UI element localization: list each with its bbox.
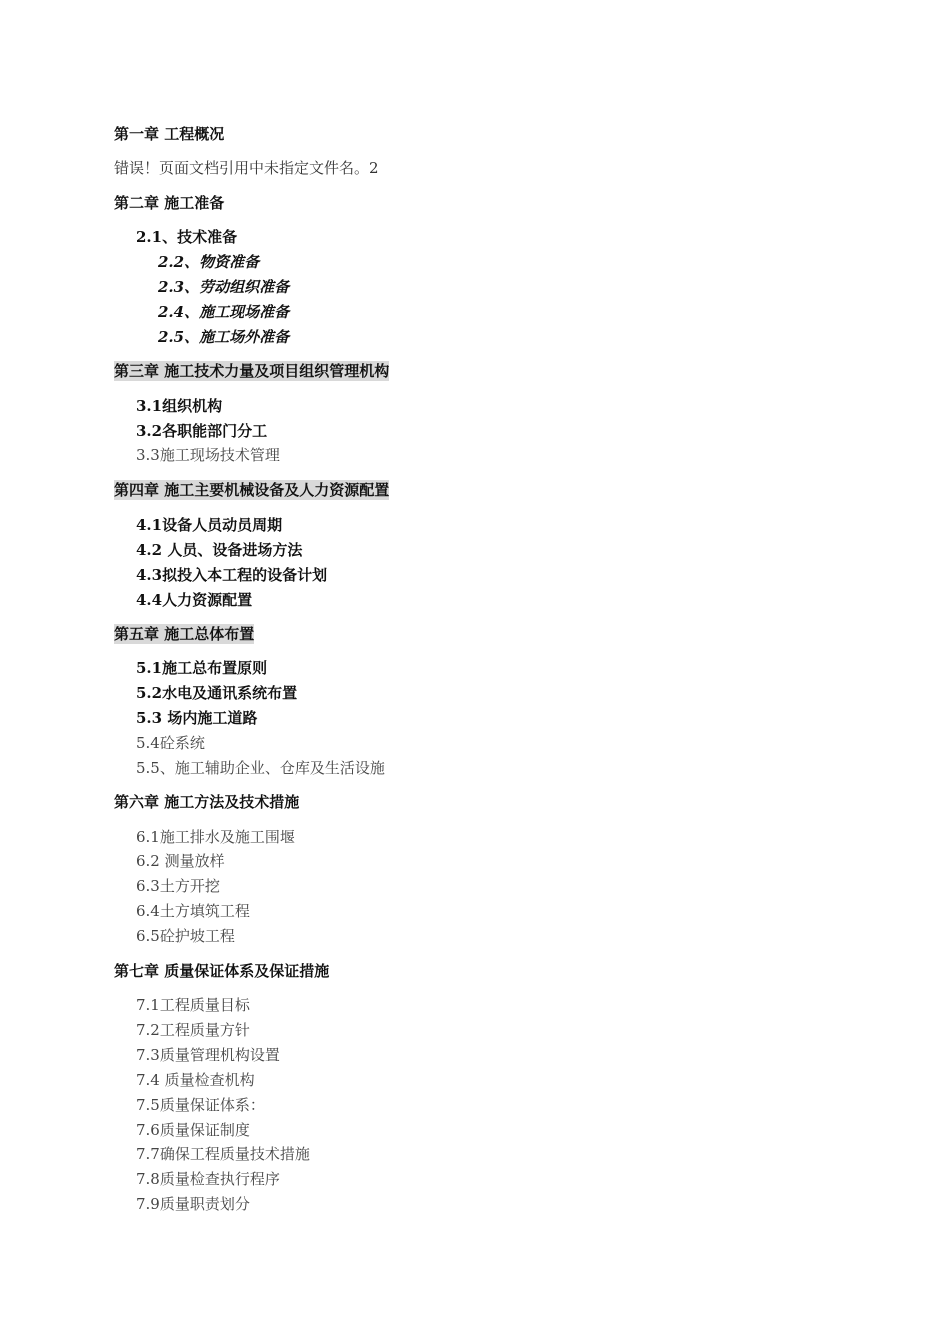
section-3-3[interactable]: 3.3施工现场技术管理 (136, 446, 280, 464)
section-5-3[interactable]: 5.3 场内施工道路 (136, 709, 258, 727)
section-6-4[interactable]: 6.4土方填筑工程 (136, 902, 250, 920)
section-5-5[interactable]: 5.5、施工辅助企业、仓库及生活设施 (136, 759, 385, 777)
section-6-1[interactable]: 6.1施工排水及施工围堰 (136, 828, 295, 846)
section-2-4[interactable]: 2.4、施工现场准备 (158, 303, 290, 321)
section-6-5[interactable]: 6.5砼护坡工程 (136, 927, 235, 945)
section-3-2[interactable]: 3.2各职能部门分工 (136, 422, 268, 440)
section-5-2[interactable]: 5.2水电及通讯系统布置 (136, 684, 298, 702)
section-2-2[interactable]: 2.2、物资准备 (158, 253, 260, 271)
section-4-1[interactable]: 4.1设备人员动员周期 (136, 516, 283, 534)
section-3-1[interactable]: 3.1组织机构 (136, 397, 223, 415)
section-2-1[interactable]: 2.1、技术准备 (136, 228, 238, 246)
section-2-3[interactable]: 2.3、劳动组织准备 (158, 278, 290, 296)
section-7-9[interactable]: 7.9质量职责划分 (136, 1195, 250, 1213)
section-7-8[interactable]: 7.8质量检查执行程序 (136, 1170, 280, 1188)
chapter-2-heading[interactable]: 第二章 施工准备 (114, 194, 225, 212)
section-6-3[interactable]: 6.3土方开挖 (136, 877, 220, 895)
section-2-5[interactable]: 2.5、施工场外准备 (158, 328, 290, 346)
section-7-5[interactable]: 7.5质量保证体系： (136, 1096, 265, 1114)
section-5-1[interactable]: 5.1施工总布置原则 (136, 659, 268, 677)
chapter-3-heading[interactable]: 第三章 施工技术力量及项目组织管理机构 (114, 362, 390, 380)
section-5-4[interactable]: 5.4砼系统 (136, 734, 205, 752)
section-4-4[interactable]: 4.4人力资源配置 (136, 591, 253, 609)
section-4-2[interactable]: 4.2 人员、设备进场方法 (136, 541, 303, 559)
section-7-6[interactable]: 7.6质量保证制度 (136, 1121, 250, 1139)
reference-error-entry[interactable]: 错误！页面文档引用中未指定文件名。2 (114, 159, 379, 177)
section-6-2[interactable]: 6.2 测量放样 (136, 852, 225, 870)
section-7-2[interactable]: 7.2工程质量方针 (136, 1021, 250, 1039)
section-7-7[interactable]: 7.7确保工程质量技术措施 (136, 1145, 310, 1163)
chapter-6-heading[interactable]: 第六章 施工方法及技术措施 (114, 793, 300, 811)
chapter-1-heading[interactable]: 第一章 工程概况 (114, 125, 225, 143)
section-4-3[interactable]: 4.3拟投入本工程的设备计划 (136, 566, 328, 584)
chapter-4-heading[interactable]: 第四章 施工主要机械设备及人力资源配置 (114, 481, 390, 499)
chapter-5-heading[interactable]: 第五章 施工总体布置 (114, 625, 255, 643)
chapter-7-heading[interactable]: 第七章 质量保证体系及保证措施 (114, 962, 330, 980)
section-7-4[interactable]: 7.4 质量检查机构 (136, 1071, 255, 1089)
section-7-3[interactable]: 7.3质量管理机构设置 (136, 1046, 280, 1064)
section-7-1[interactable]: 7.1工程质量目标 (136, 996, 250, 1014)
